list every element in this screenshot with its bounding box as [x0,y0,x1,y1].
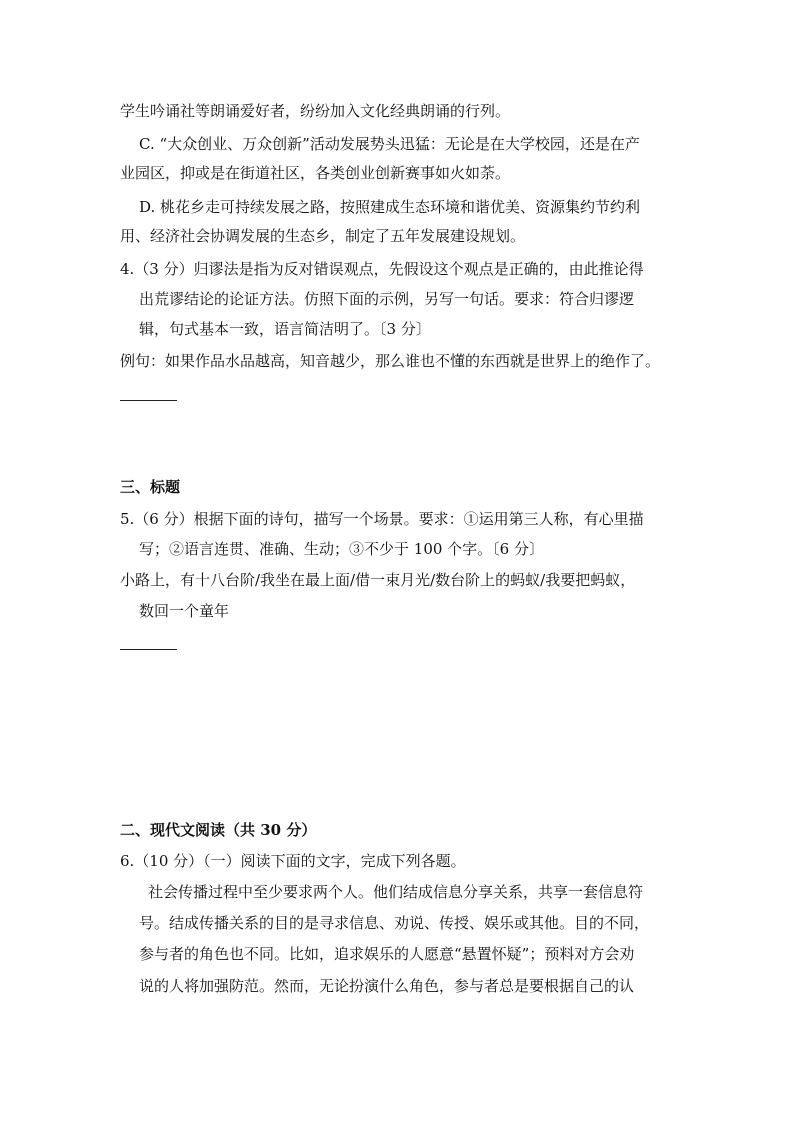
question-4-example: 例句：如果作品水品越高，知音越少，那么谁也不懂的东西就是世界上的绝作了。 [120,352,661,370]
passage-line3: 参与者的角色也不同。比如，追求娱乐的人愿意“悬置怀疑”；预料对方会劝 [139,945,635,963]
option-c-line2: 业园区，抑或是在街道社区，各类创业创新赛事如火如荼。 [120,164,511,182]
passage-line1: 社会传播过程中至少要求两个人。他们结成信息分享关系，共享一套信息符 [148,883,644,901]
option-d-line1: D. 桃花乡走可持续发展之路，按照建成生态环境和谐优美、资源集约节约利 [139,198,641,216]
passage-line4: 说的人将加强防范。然而，无论扮演什么角色，参与者总是要根据自己的认 [139,977,635,995]
question-5-line2: 写；②语言连贯、准确、生动；③不少于 100 个字。〔6 分〕 [139,540,544,558]
poem-line2: 数回一个童年 [139,602,230,620]
question-4-line3: 辑，句式基本一致，语言简洁明了。〔3 分〕 [139,320,431,338]
passage-line2: 号。结成传播关系的目的是寻求信息、劝说、传授、娱乐或其他。目的不同， [139,914,650,932]
answer-blank-q4 [120,400,177,401]
section-three-heading: 三、标题 [120,478,181,496]
section-two-heading: 二、现代文阅读（共 30 分） [120,821,317,839]
answer-blank-q5 [120,649,177,650]
option-b-tail: 学生吟诵社等朗诵爱好者，纷纷加入文化经典朗诵的行列。 [120,102,511,120]
question-6-line1: 6.（10 分）（一）阅读下面的文字，完成下列各题。 [120,852,466,870]
option-d-line2: 用、经济社会协调发展的生态乡，制定了五年发展建设规划。 [120,227,526,245]
question-4-line2: 出荒谬结论的论证方法。仿照下面的示例，另写一句话。要求：符合归谬逻 [139,290,635,308]
question-4-line1: 4.（3 分）归谬法是指为反对错误观点，先假设这个观点是正确的，由此推论得 [120,260,644,278]
question-5-line1: 5.（6 分）根据下面的诗句，描写一个场景。要求：①运用第三人称，有心里描 [120,510,644,528]
option-c-line1: C. “大众创业、万众创新”活动发展势头迅猛：无论是在大学校园，还是在产 [139,135,640,153]
poem-line1: 小路上，有十八台阶/我坐在最上面/借一束月光/数台阶上的蚂蚁/我要把蚂蚁， [120,571,636,589]
